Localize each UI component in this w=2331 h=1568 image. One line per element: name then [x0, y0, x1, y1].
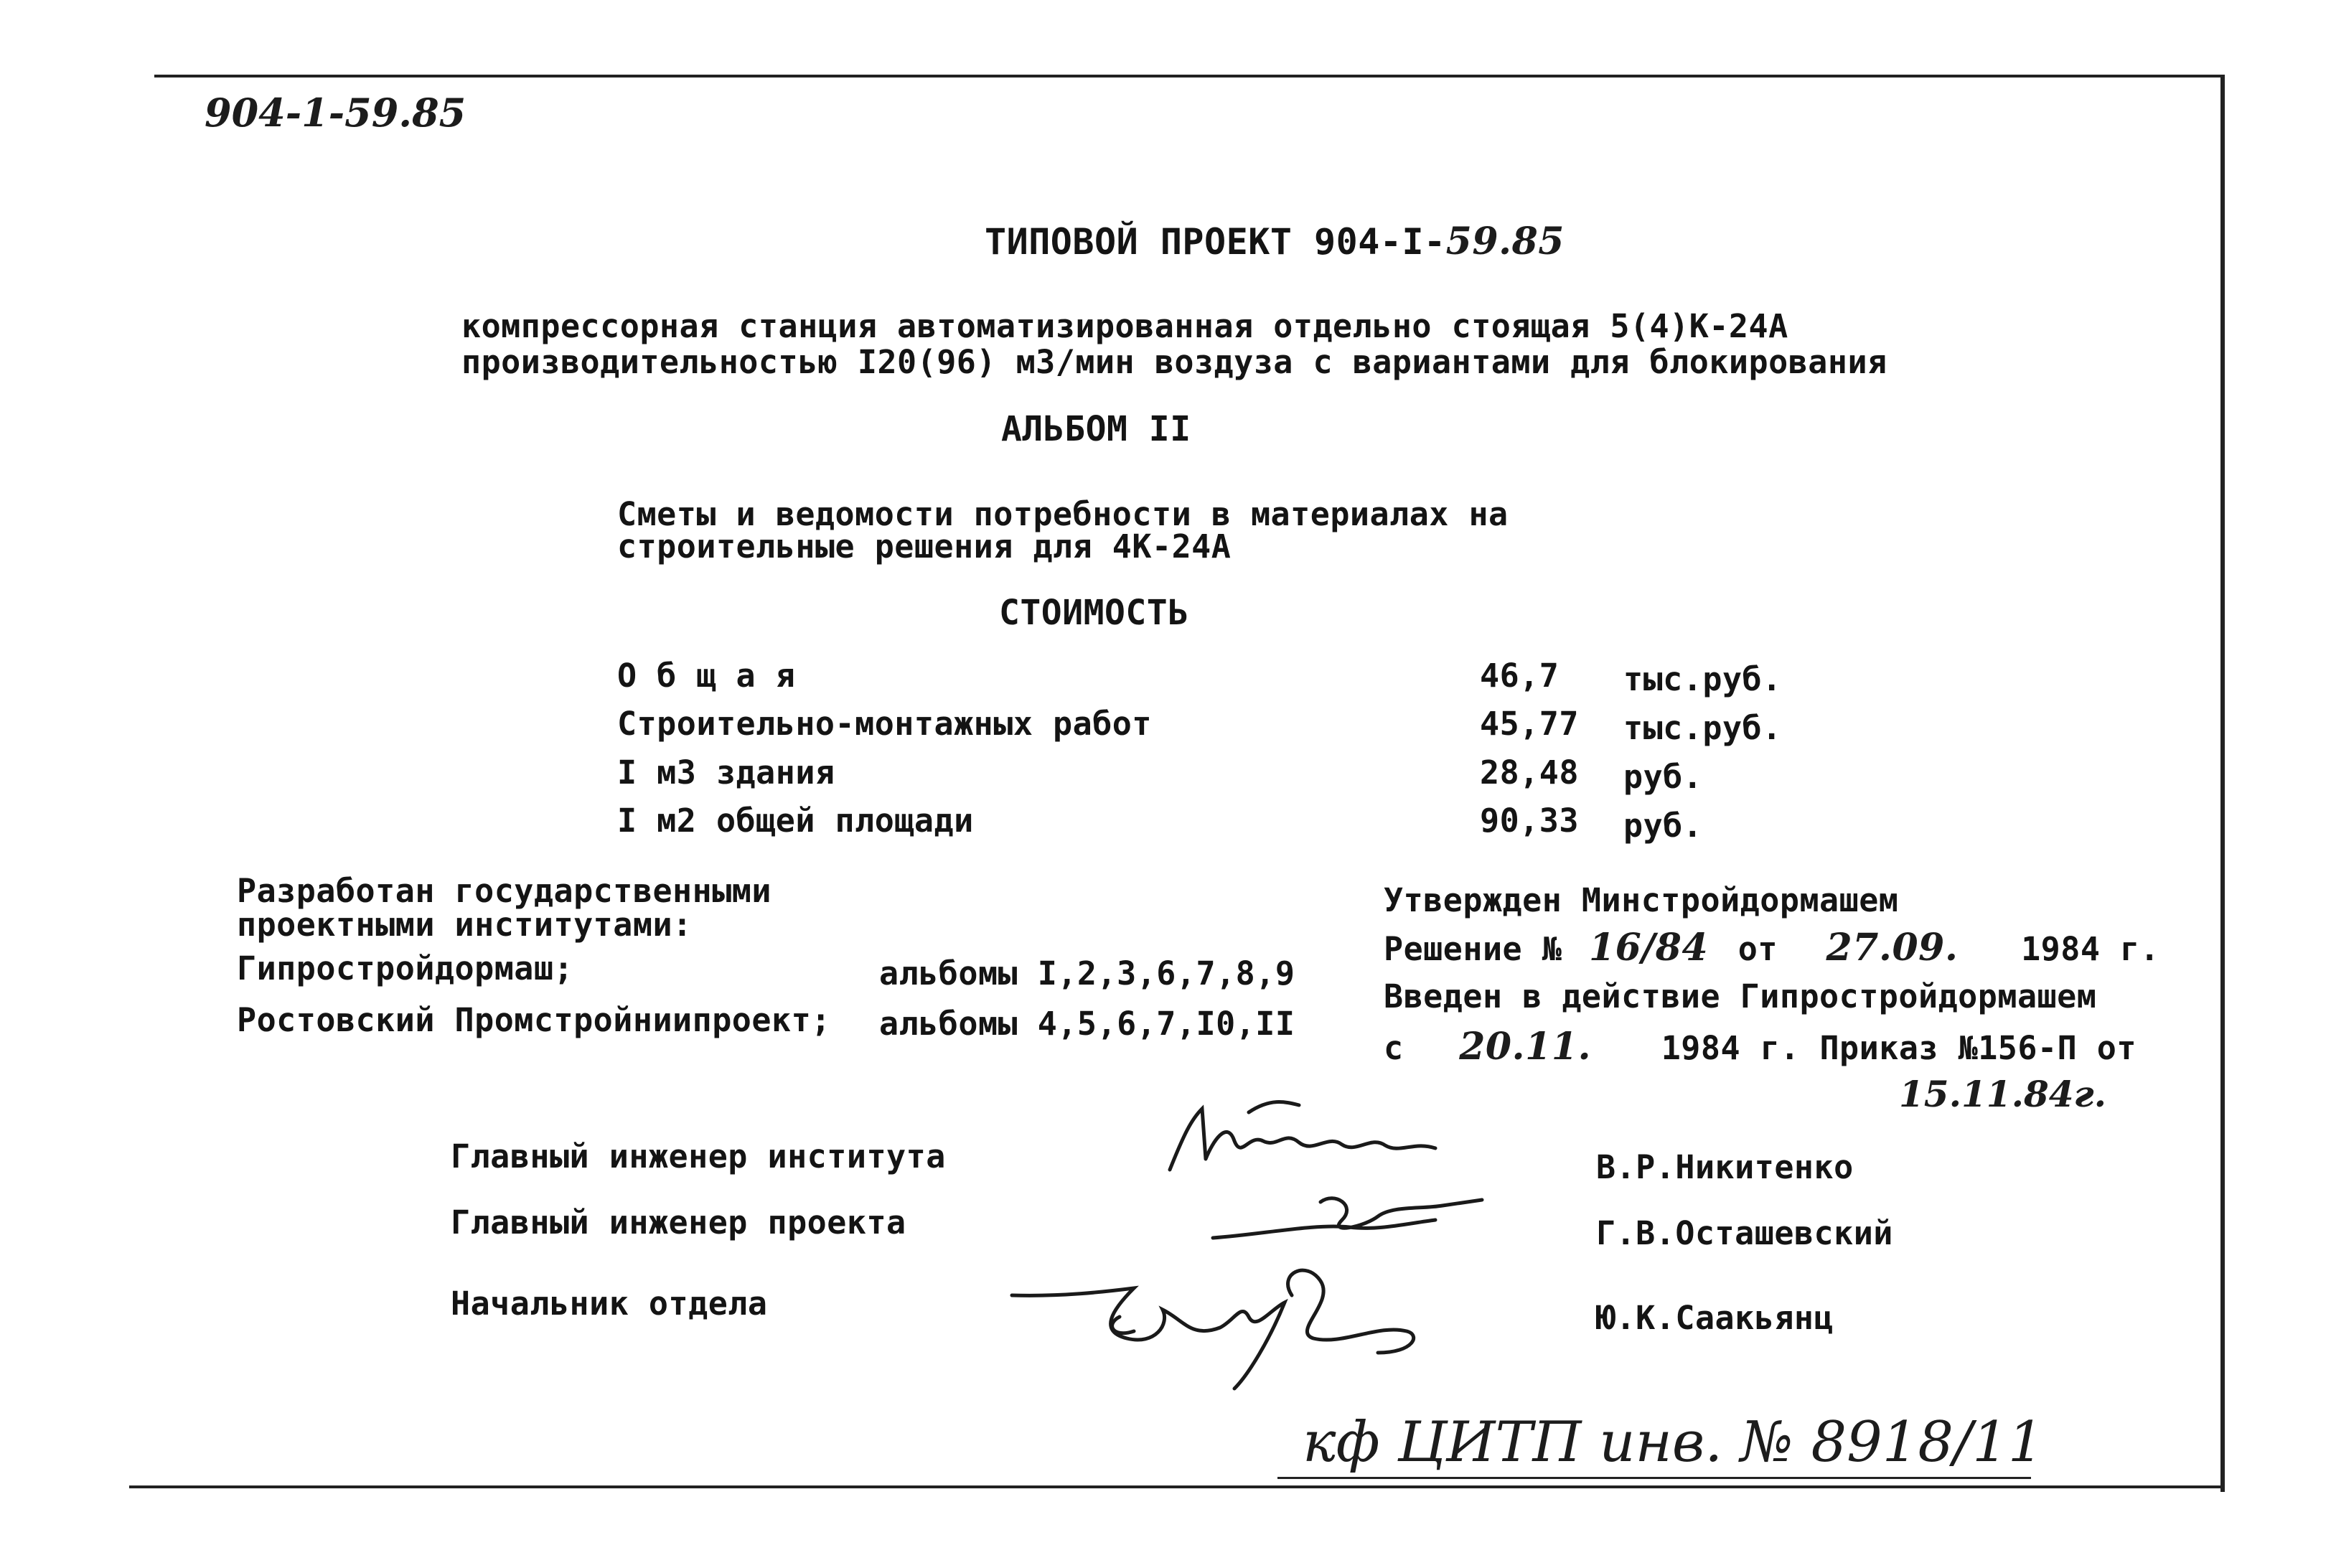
decision-prefix: Решение № [1384, 930, 1562, 968]
signatory-name: Г.В.Осташевский [1596, 1214, 1893, 1252]
signatory-position: Начальник отдела [451, 1285, 768, 1323]
developed-heading-2: проектными институтами: [237, 906, 693, 944]
description-line-1: Сметы и ведомости потребности в материалах на [617, 495, 1509, 533]
developed-heading-1: Разработан государственными [237, 872, 771, 910]
signature-saakyants [1005, 1259, 1435, 1396]
doc-code: 904-1-59.85 [205, 90, 466, 136]
signatory-name: В.Р.Никитенко [1596, 1148, 1854, 1186]
decision-line [1384, 926, 2159, 970]
institute-name: Ростовский Промстройниипроект; [237, 1001, 831, 1039]
bottom-border-line [129, 1485, 2223, 1488]
right-border-line [2220, 75, 2225, 1492]
decision-year: 1984 г. [2021, 930, 2160, 968]
cost-label: I м2 общей площади [617, 802, 974, 840]
decision-number: 16/84 [1588, 926, 1709, 970]
cost-value: 46,7 [1480, 657, 1560, 695]
introduced-date-line [1384, 1025, 2137, 1069]
institute-name: Гипростройдормаш; [237, 949, 574, 987]
decision-date: 27.09. [1826, 926, 1959, 970]
title-handwritten-number: 59.85 [1445, 220, 1565, 263]
intro-date: 20.11. [1459, 1025, 1592, 1069]
approved-line: Утвержден Минстройдормашем [1384, 881, 1899, 919]
cost-unit: руб. [1623, 807, 1703, 845]
institute-albums: альбомы I,2,3,6,7,8,9 [879, 954, 1295, 992]
institute-albums: альбомы 4,5,6,7,I0,II [879, 1005, 1295, 1043]
top-border-line [154, 75, 2225, 78]
inventory-underline [1277, 1477, 2031, 1479]
subtitle-line-2: производительностью I20(96) м3/мин воздуза с вариантами для блокирования [461, 343, 1887, 381]
signatory-position: Главный инженер института [451, 1137, 946, 1175]
cost-value: 28,48 [1480, 754, 1579, 792]
signatory-position: Главный инженер проекта [451, 1203, 906, 1241]
description-line-2: строительные решения для 4К-24А [617, 527, 1232, 565]
title-prefix: ТИПОВОЙ ПРОЕКТ 904-I- [985, 221, 1446, 263]
page-title [985, 220, 1565, 263]
signatory-name: Ю.К.Саакьянц [1596, 1299, 1834, 1337]
cost-label: I м3 здания [617, 754, 835, 792]
cost-unit: тыс.руб. [1623, 709, 1782, 747]
cost-unit: руб. [1623, 758, 1703, 796]
inventory-note: кф ЦИТП инв. № 8918/11 [1303, 1410, 2044, 1475]
album-heading: АЛЬБОМ II [1001, 409, 1191, 449]
subtitle-line-1: компрессорная станция автоматизированная отдельно стоящая 5(4)К-24А [461, 307, 1788, 345]
introduced-line: Введен в действие Гипростройдормашем [1384, 977, 2097, 1015]
intro-text: 1984 г. Приказ №156-П от [1661, 1029, 2137, 1067]
c-label: с [1384, 1029, 1404, 1067]
decision-from-label: от [1737, 930, 1778, 968]
cost-label: О б щ а я [617, 657, 796, 695]
cost-unit: тыс.руб. [1623, 660, 1782, 698]
cost-heading: СТОИМОСТЬ [999, 593, 1189, 633]
signature-nikitenko [1163, 1091, 1464, 1177]
cost-value: 90,33 [1480, 802, 1579, 840]
cost-label: Строительно-монтажных работ [617, 705, 1152, 743]
order-date: 15.11.84г. [1899, 1073, 2107, 1115]
cost-value: 45,77 [1480, 705, 1579, 743]
signature-ostashevsky [1206, 1184, 1493, 1249]
